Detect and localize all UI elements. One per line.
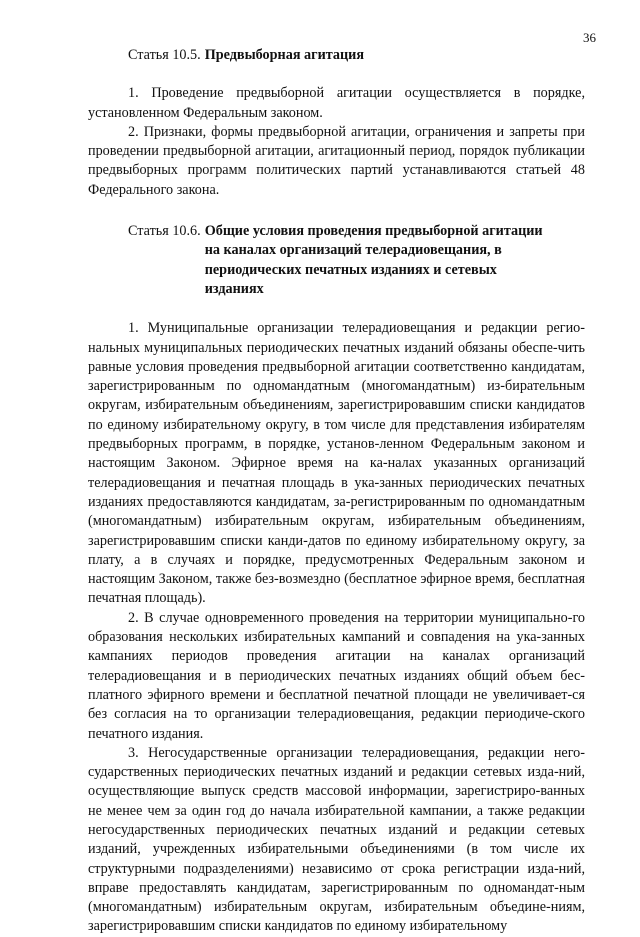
paragraph: 2. Признаки, формы предвыборной агитации, ограничения и запреты при проведении предвыборной агитации, агитационный период, порядок публикации предвыборных программ политических партий устанавливаются статьей 48 Федерального закона.	[88, 123, 585, 198]
article-10-5-heading	[88, 46, 585, 65]
paragraph: 1. Муниципальные организации телерадиовещания и редакции регио-нальных муниципальных периодических печатных изданий обязаны обеспе-чить равные условия проведения предвыборной агитации соответственно кандидатам, зарегистрированным по одномандатным (многомандатным) из-бирательным округам, избирательным объединениям, зарегистрировавшим списки кандидатов по единому избирательному округу, в том числе для представления избирателям предвыборных программ, в порядке, установ-ленном Федеральным законом и настоящим Законом. Эфирное время на ка-налах указанных организаций телерадиовещания и печатная площадь в ука-занных периодических печатных изданиях предоставляются кандидатам, за-регистрированным по одномандатным (многомандатным) избирательным округам, избирательным объединениям, зарегистрировавшим списки канди-датов по единому избирательному округу, за плату, а в случаях и порядке, предусмотренных Федеральным законом и настоящим Законом, также без-возмездно (бесплатное эфирное время, бесплатная печатная площадь).	[88, 320, 585, 607]
paragraph: 3. Негосударственные организации телерадиовещания, редакции него-сударственных периодических печатных изданий и редакции сетевых изда-ний, осуществляющие выпуск средств массовой информации, зарегистриро-ванных не менее чем за один год до начала избирательной кампании, а также редакции негосударственных периодических печатных изданий и редакции сетевых изданий, учрежденных избирательными объединениями (в том числе их структурными подразделениями) независимо от срока регистрации изда-ний, вправе предоставлять кандидатам, зарегистрированным по одномандат-ным (многомандатным) избирательным округам, избирательным объедине-ниям, зарегистрировавшим списки кандидатов по единому избирательному	[88, 744, 585, 935]
paragraph: 2. В случае одновременного проведения на территории муниципально-го образования нескольких избирательных кампаний и совпадения на ука-занных кампаниях периодов проведения агитации на каналах организаций телерадиовещания и в периодических печатных изданиях общий объем бес-платного эфирного времени и бесплатной печатной площади не увеличивает-ся без согласия на то организации телерадиовещания, редакции периодиче-ского печатного издания.	[88, 609, 585, 742]
spacer	[88, 200, 585, 222]
article-title: Общие условия проведения предвыборной агитации на каналах организаций телерадиовещания, в периодических печатных изданиях и сетевых изданиях	[204, 223, 543, 297]
article-number: Статья 10.6.	[128, 223, 201, 240]
spacer	[88, 65, 585, 84]
paragraph: 1. Проведение предвыборной агитации осуществляется в порядке, установленном Федеральным законом.	[88, 85, 585, 121]
document-body	[88, 46, 585, 937]
spacer	[88, 299, 585, 319]
page-number: 36	[583, 30, 596, 45]
article-number: Статья 10.5.	[128, 47, 201, 63]
article-title: Предвыборная агитация	[204, 47, 365, 63]
article-10-6-heading	[88, 222, 585, 299]
